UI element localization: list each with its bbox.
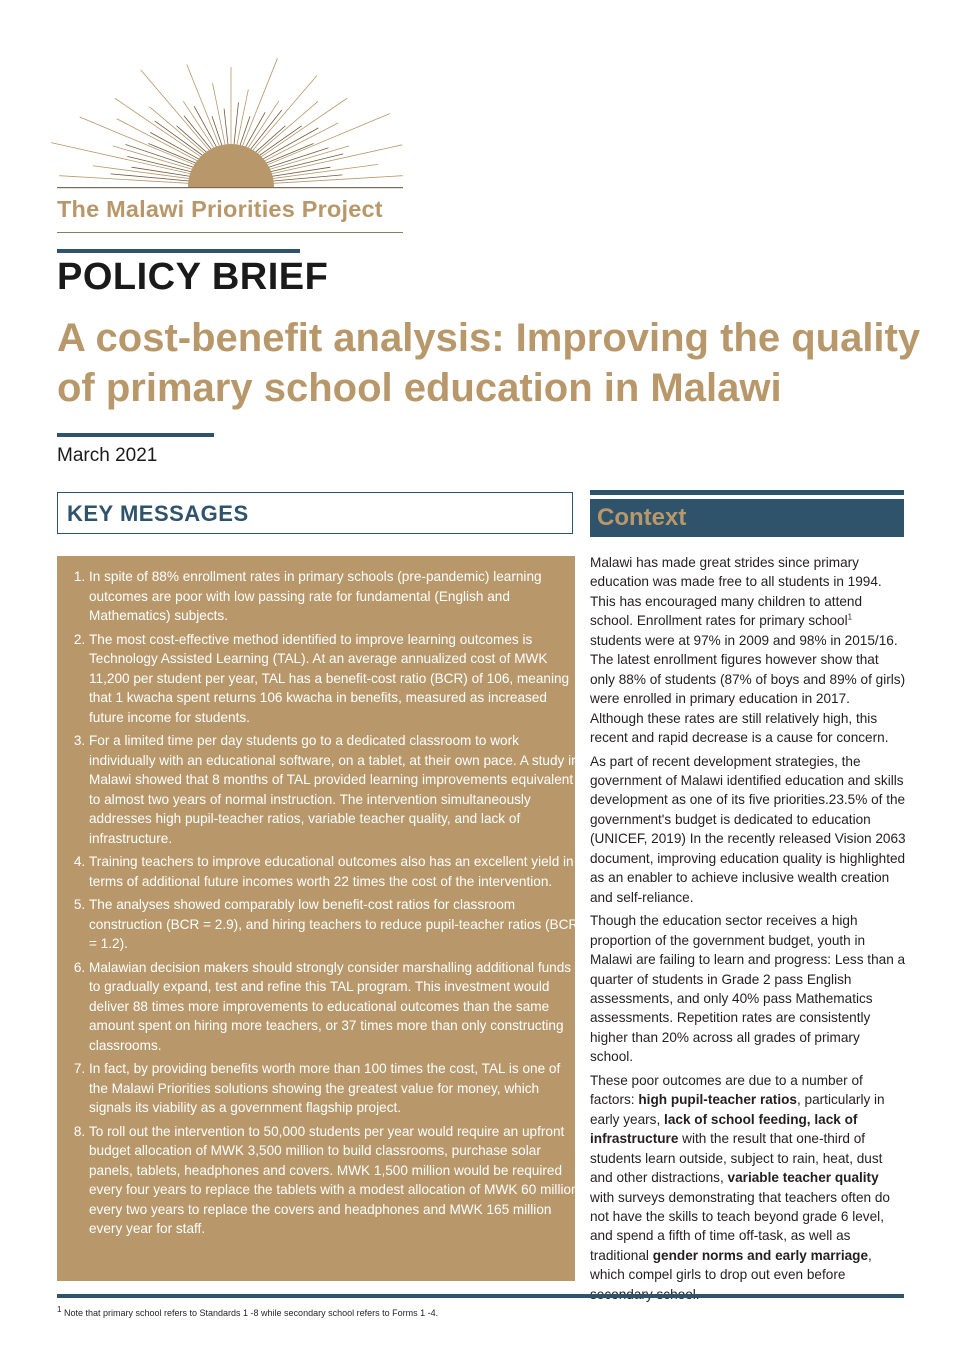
key-message-item: 5. The analyses showed comparably low benefit-cost ratios for classroom construction (BCR = 2.9), and hiring teachers to reduce pupil-teacher ratios (BCR = 1.2). [89, 895, 579, 954]
footnote-mark: 1 [57, 1305, 62, 1314]
logo-divider [57, 232, 403, 233]
emphasis: gender norms and early marriage [652, 1247, 869, 1263]
sun-ray [259, 114, 390, 169]
sun-ray [113, 146, 201, 172]
key-message-item: 8. To roll out the intervention to 50,000 students per year would require an upfront budget allocation of MWK 3,500 million to build classrooms, purchase solar panels, tablets, headphones and covers. MWK 1,500 million would be required every four years to replace the tablets with a modest allocation of MWK 60 million every two years to replace the covers and headphones and MWK 165 million every year for staff. [89, 1122, 579, 1239]
context-paragraph: Though the education sector receives a high proportion of the government budget, youth in Malawi are failing to learn and progress: Less than a quarter of students in Grade 2 pass English assessments, and only 40% pass Mathematics assessments. Repetition rates are consistently higher than 20% across all grades of primary school. [590, 913, 906, 1065]
context-body [590, 553, 906, 1308]
sunrise-logo-icon [50, 30, 410, 190]
text: Malawi has made great strides since primary education was made free to all students in 1994. This has encouraged many children to attend school. Enrollment rates for primary school [590, 555, 882, 629]
text: with the result that one-third of students learn outside, subject to rain, heat, dust and other distractions, [590, 1131, 883, 1186]
key-message-item: 4. Training teachers to improve educational outcomes also has an excellent yield in terms of additional future incomes worth 22 times the cost of the intervention. [89, 852, 579, 891]
sun-ray [149, 107, 211, 160]
page-title: A cost-benefit analysis: Improving the quality of primary school education in Malawi [57, 316, 921, 410]
sun-ray [261, 146, 349, 172]
sun-ray [141, 70, 215, 157]
sun-ray [93, 166, 198, 180]
sun-ray [235, 89, 248, 153]
text: These poor outcomes are due to a number of factors: [590, 1072, 863, 1108]
key-messages-heading: KEY MESSAGES [67, 501, 249, 526]
key-message-item: 6. Malawian decision makers should strongly consider marshalling additional funds to gradually expand, test and refine this TAL program. This investment would deliver 88 times more improvements to educational outcomes than the same amount spent on hiring more teachers, or 37 times more than only constructing classrooms. [89, 958, 579, 1056]
key-message-item: 3. For a limited time per day students go to a dedicated classroom to work individually with an educational software, on a tablet, at their own pace. A study in Malawi showed that 8 months of TAL provided learning improvements equivalent to almost two years of normal instruction. The intervention simultaneously addresses high pupil-teacher ratios, variable teacher quality, and lack of infrastructure. [89, 731, 579, 848]
sun-ray [254, 98, 347, 162]
emphasis: variable teacher quality [727, 1170, 879, 1186]
footnote [57, 1305, 439, 1318]
context-heading: Context [597, 504, 687, 531]
key-messages-list [71, 567, 579, 1243]
emphasis: lack of school feeding, lack of infrastructure [590, 1111, 858, 1147]
sun-ray [263, 145, 402, 176]
context-paragraph: As part of recent development strategies, the government of Malawi identified education and skills development as one of its five priorities.23.5% of the government's budget is dedicated to education (UNICEF, 2019) In the recently released Vision 2063 document, improving education quality is highlighted as an enabler to achieve inclusive wealth creation and self-reliance. [590, 753, 906, 905]
context-paragraph [590, 1071, 906, 1304]
publication-date: March 2021 [57, 445, 158, 466]
context-paragraph [590, 553, 906, 748]
text: , particularly in early years, [590, 1092, 885, 1127]
sun-ray [247, 76, 317, 157]
sun-ray [127, 156, 199, 173]
document-type: POLICY BRIEF [57, 256, 329, 298]
logo-wordmark: The Malawi Priorities Project [57, 196, 383, 222]
key-message-item: 2. The most cost-effective method identified to improve learning outcomes is Technology Assisted Learning (TAL). At an average annualized cost of MWK 11,200 per student per year, TAL has a benefit-cost ratio (BCR) of 106, meaning that 1 kwacha spent returns 106 kwacha in benefits, measured as increased future income for students. [89, 630, 579, 728]
sun-ray [264, 164, 378, 179]
key-message-item: 7. In fact, by providing benefits worth more than 100 times the cost, TAL is one of the Malawi Priorities solutions showing the greatest value for money, which signals its viability as a government flagship project. [89, 1059, 579, 1118]
sun-ray [51, 143, 199, 176]
emphasis: high pupil-teacher ratios [638, 1092, 797, 1108]
date-rule [57, 433, 214, 437]
key-messages-header [57, 492, 573, 534]
sun-ray [213, 83, 227, 153]
key-message-item: 1. In spite of 88% enrollment rates in primary schools (pre-pandemic) learning outcomes are poor with low passing rate for fundamental (English and Mathematics) subjects. [89, 567, 579, 626]
horizon-line [57, 187, 403, 188]
footer-rule [57, 1294, 904, 1298]
header-rule [57, 249, 300, 253]
sun-ray [187, 64, 223, 154]
text: with surveys demonstrating that teachers often do not have the skills to teach beyond grade 6 level, and spend a fifth of time off-task, as well as traditional [590, 1189, 890, 1263]
sun-ray [115, 98, 208, 162]
key-messages-panel [57, 556, 579, 1281]
text: students were at 97% in 2009 and 98% in 2015/16. The latest enrollment figures however show that only 88% of students (87% of boys and 89% of girls) were enrolled in primary education in 2017. Although these rates are still relatively high, this recent and rapid decrease is a cause for concern. [590, 632, 906, 746]
footnote-ref[interactable]: 1 [847, 612, 853, 622]
context-rule [590, 490, 904, 495]
context-header [590, 499, 904, 537]
footnote-text: Note that primary school refers to Standards 1 -8 while secondary school refers to Forms 1 -4. [61, 1308, 439, 1318]
text: , which compel girls to drop out even before [590, 1247, 872, 1283]
